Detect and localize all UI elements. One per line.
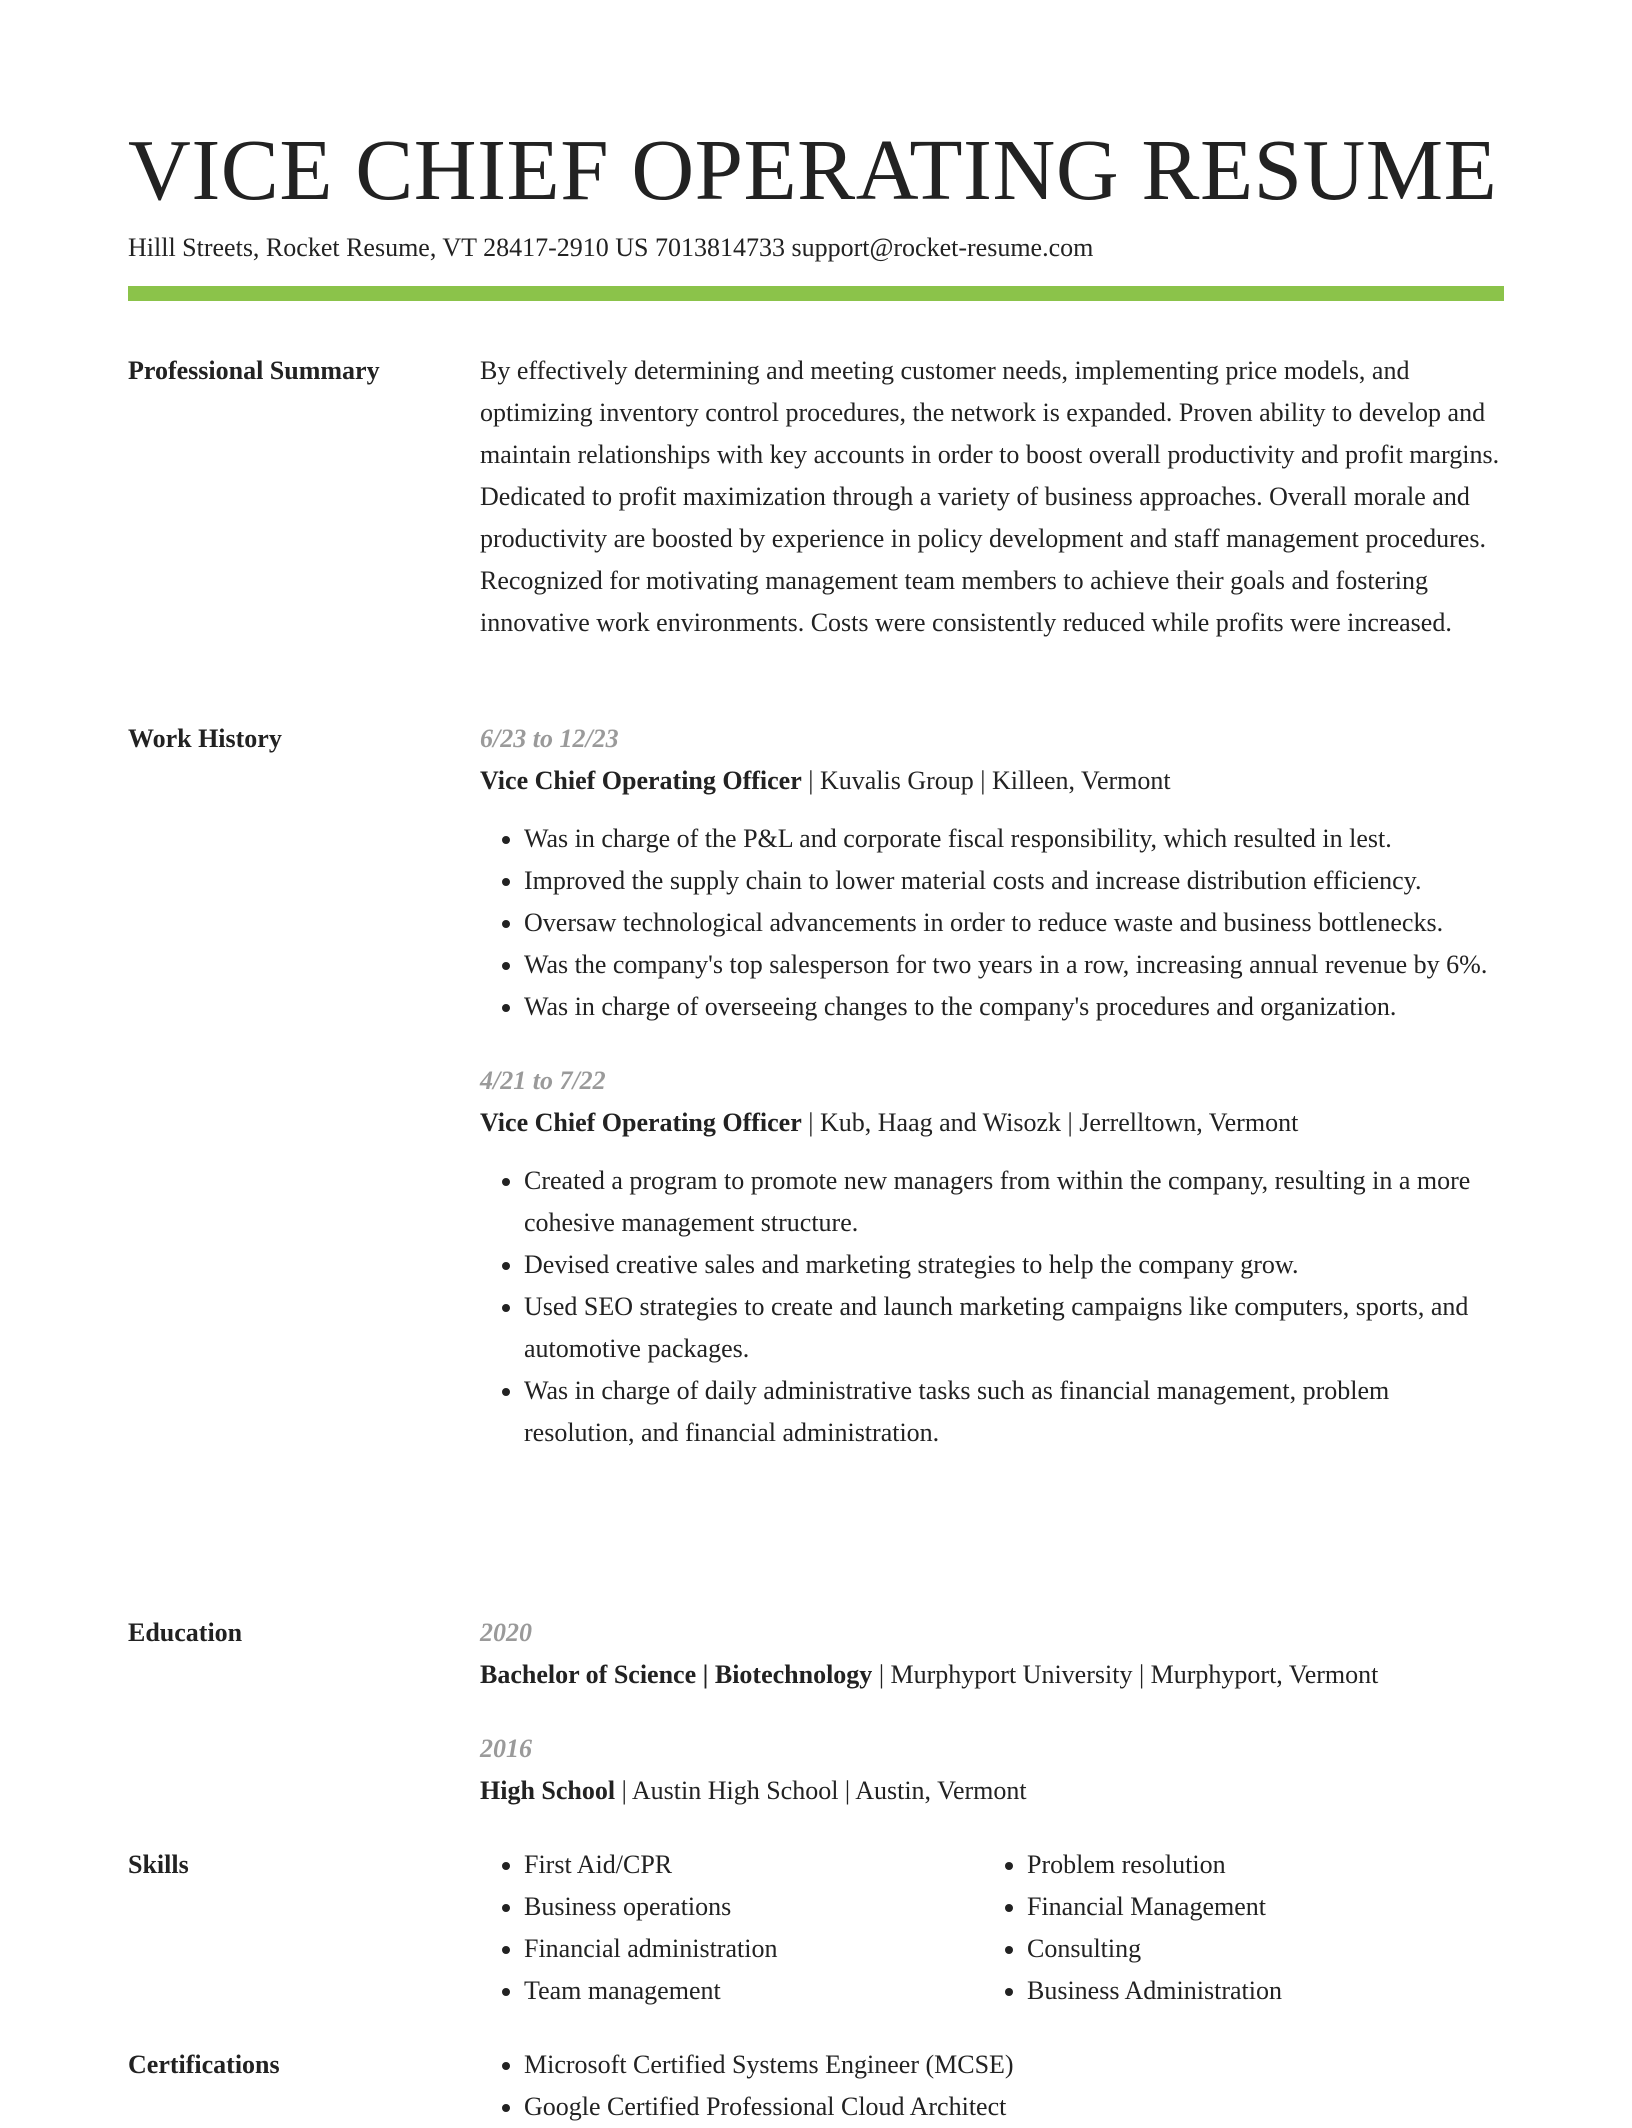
job-bullet: • Created a program to promote new managers from within the company, resulting in a more cohesive management structure. [524, 1160, 1504, 1244]
skills-body [480, 1844, 1504, 2012]
job-date: 6/23 to 12/23 [480, 724, 619, 753]
section-label-summary: Professional Summary [128, 356, 380, 385]
job-entry [480, 718, 1504, 1028]
summary-text: By effectively determining and meeting customer needs, implementing price models, and optimizing inventory control procedures, the network is expanded. Proven ability to develop and maintain relationships with key accounts in order to boost overall productivity and profit margins. Dedicated to profit maximization through a variety of business approaches. Overall morale and productivity are boosted by experience in policy development and staff management procedures. Recognized for motivating management team members to achieve their goals and fostering innovative work environments. Costs were consistently reduced while profits were increased. [480, 356, 1500, 637]
job-bullet: • Devised creative sales and marketing strategies to help the company grow. [524, 1244, 1504, 1286]
education-degree: High School [480, 1776, 616, 1805]
job-employer-location: | Kub, Haag and Wisozk | Jerrelltown, Vermont [801, 1108, 1299, 1137]
job-title: Vice Chief Operating Officer [480, 1108, 802, 1137]
job-bullet: • Was in charge of daily administrative tasks such as financial management, problem resolution, and financial administration. [524, 1370, 1504, 1454]
resume-title: VICE CHIEF OPERATING RESUME [128, 121, 1498, 218]
skill-item: • Problem resolution [1027, 1844, 1486, 1886]
job-bullets [480, 818, 1504, 1028]
skills-list-right [983, 1844, 1486, 2012]
skill-item: • Consulting [1027, 1928, 1486, 1970]
education-school-location: | Murphyport University | Murphyport, Vermont [872, 1660, 1379, 1689]
job-bullet: • Was in charge of the P&L and corporate fiscal responsibility, which resulted in lest. [524, 818, 1504, 860]
education-line [480, 1770, 1504, 1812]
job-role-line [480, 760, 1504, 802]
job-bullet: • Was in charge of overseeing changes to the company's procedures and organization. [524, 986, 1504, 1028]
skills-list-left [480, 1844, 983, 2012]
job-employer-location: | Kuvalis Group | Killeen, Vermont [801, 766, 1171, 795]
education-entry [480, 1612, 1504, 1696]
job-bullets [480, 1160, 1504, 1454]
education-date: 2016 [480, 1734, 532, 1763]
job-bullet: • Improved the supply chain to lower material costs and increase distribution efficiency. [524, 860, 1504, 902]
education-line [480, 1654, 1504, 1696]
skill-item: • Financial Management [1027, 1886, 1486, 1928]
education-date: 2020 [480, 1618, 532, 1647]
certification-item: • Microsoft Certified Systems Engineer (MCSE) [524, 2044, 1504, 2086]
accent-divider [128, 286, 1504, 301]
summary-body [480, 350, 1504, 644]
education-degree: Bachelor of Science | Biotechnology [480, 1660, 873, 1689]
section-label-education: Education [128, 1618, 243, 1647]
job-bullet: • Used SEO strategies to create and launch marketing campaigns like computers, sports, and automotive packages. [524, 1286, 1504, 1370]
education-body [480, 1612, 1504, 1812]
job-role-line [480, 1102, 1504, 1144]
certification-item: • Google Certified Professional Cloud Architect [524, 2086, 1504, 2128]
certifications-body [480, 2044, 1504, 2128]
job-bullet: • Was the company's top salesperson for two years in a row, increasing annual revenue by 6%. [524, 944, 1504, 986]
work-history-body [480, 718, 1504, 1454]
education-school-location: | Austin High School | Austin, Vermont [615, 1776, 1027, 1805]
section-label-skills: Skills [128, 1850, 189, 1879]
skill-item: • First Aid/CPR [524, 1844, 983, 1886]
job-bullet: • Oversaw technological advancements in order to reduce waste and business bottlenecks. [524, 902, 1504, 944]
skill-item: • Financial administration [524, 1928, 983, 1970]
skill-item: • Business operations [524, 1886, 983, 1928]
job-date: 4/21 to 7/22 [480, 1066, 606, 1095]
certifications-list [480, 2044, 1504, 2128]
skills-columns [480, 1844, 1504, 2012]
job-title: Vice Chief Operating Officer [480, 766, 802, 795]
job-entry [480, 1060, 1504, 1454]
contact-line: Hilll Streets, Rocket Resume, VT 28417-2910 US 7013814733 support@rocket-resume.com [128, 233, 1094, 262]
skill-item: • Business Administration [1027, 1970, 1486, 2012]
section-label-work-history: Work History [128, 724, 282, 753]
section-label-certifications: Certifications [128, 2050, 280, 2079]
skill-item: • Team management [524, 1970, 983, 2012]
education-entry [480, 1728, 1504, 1812]
